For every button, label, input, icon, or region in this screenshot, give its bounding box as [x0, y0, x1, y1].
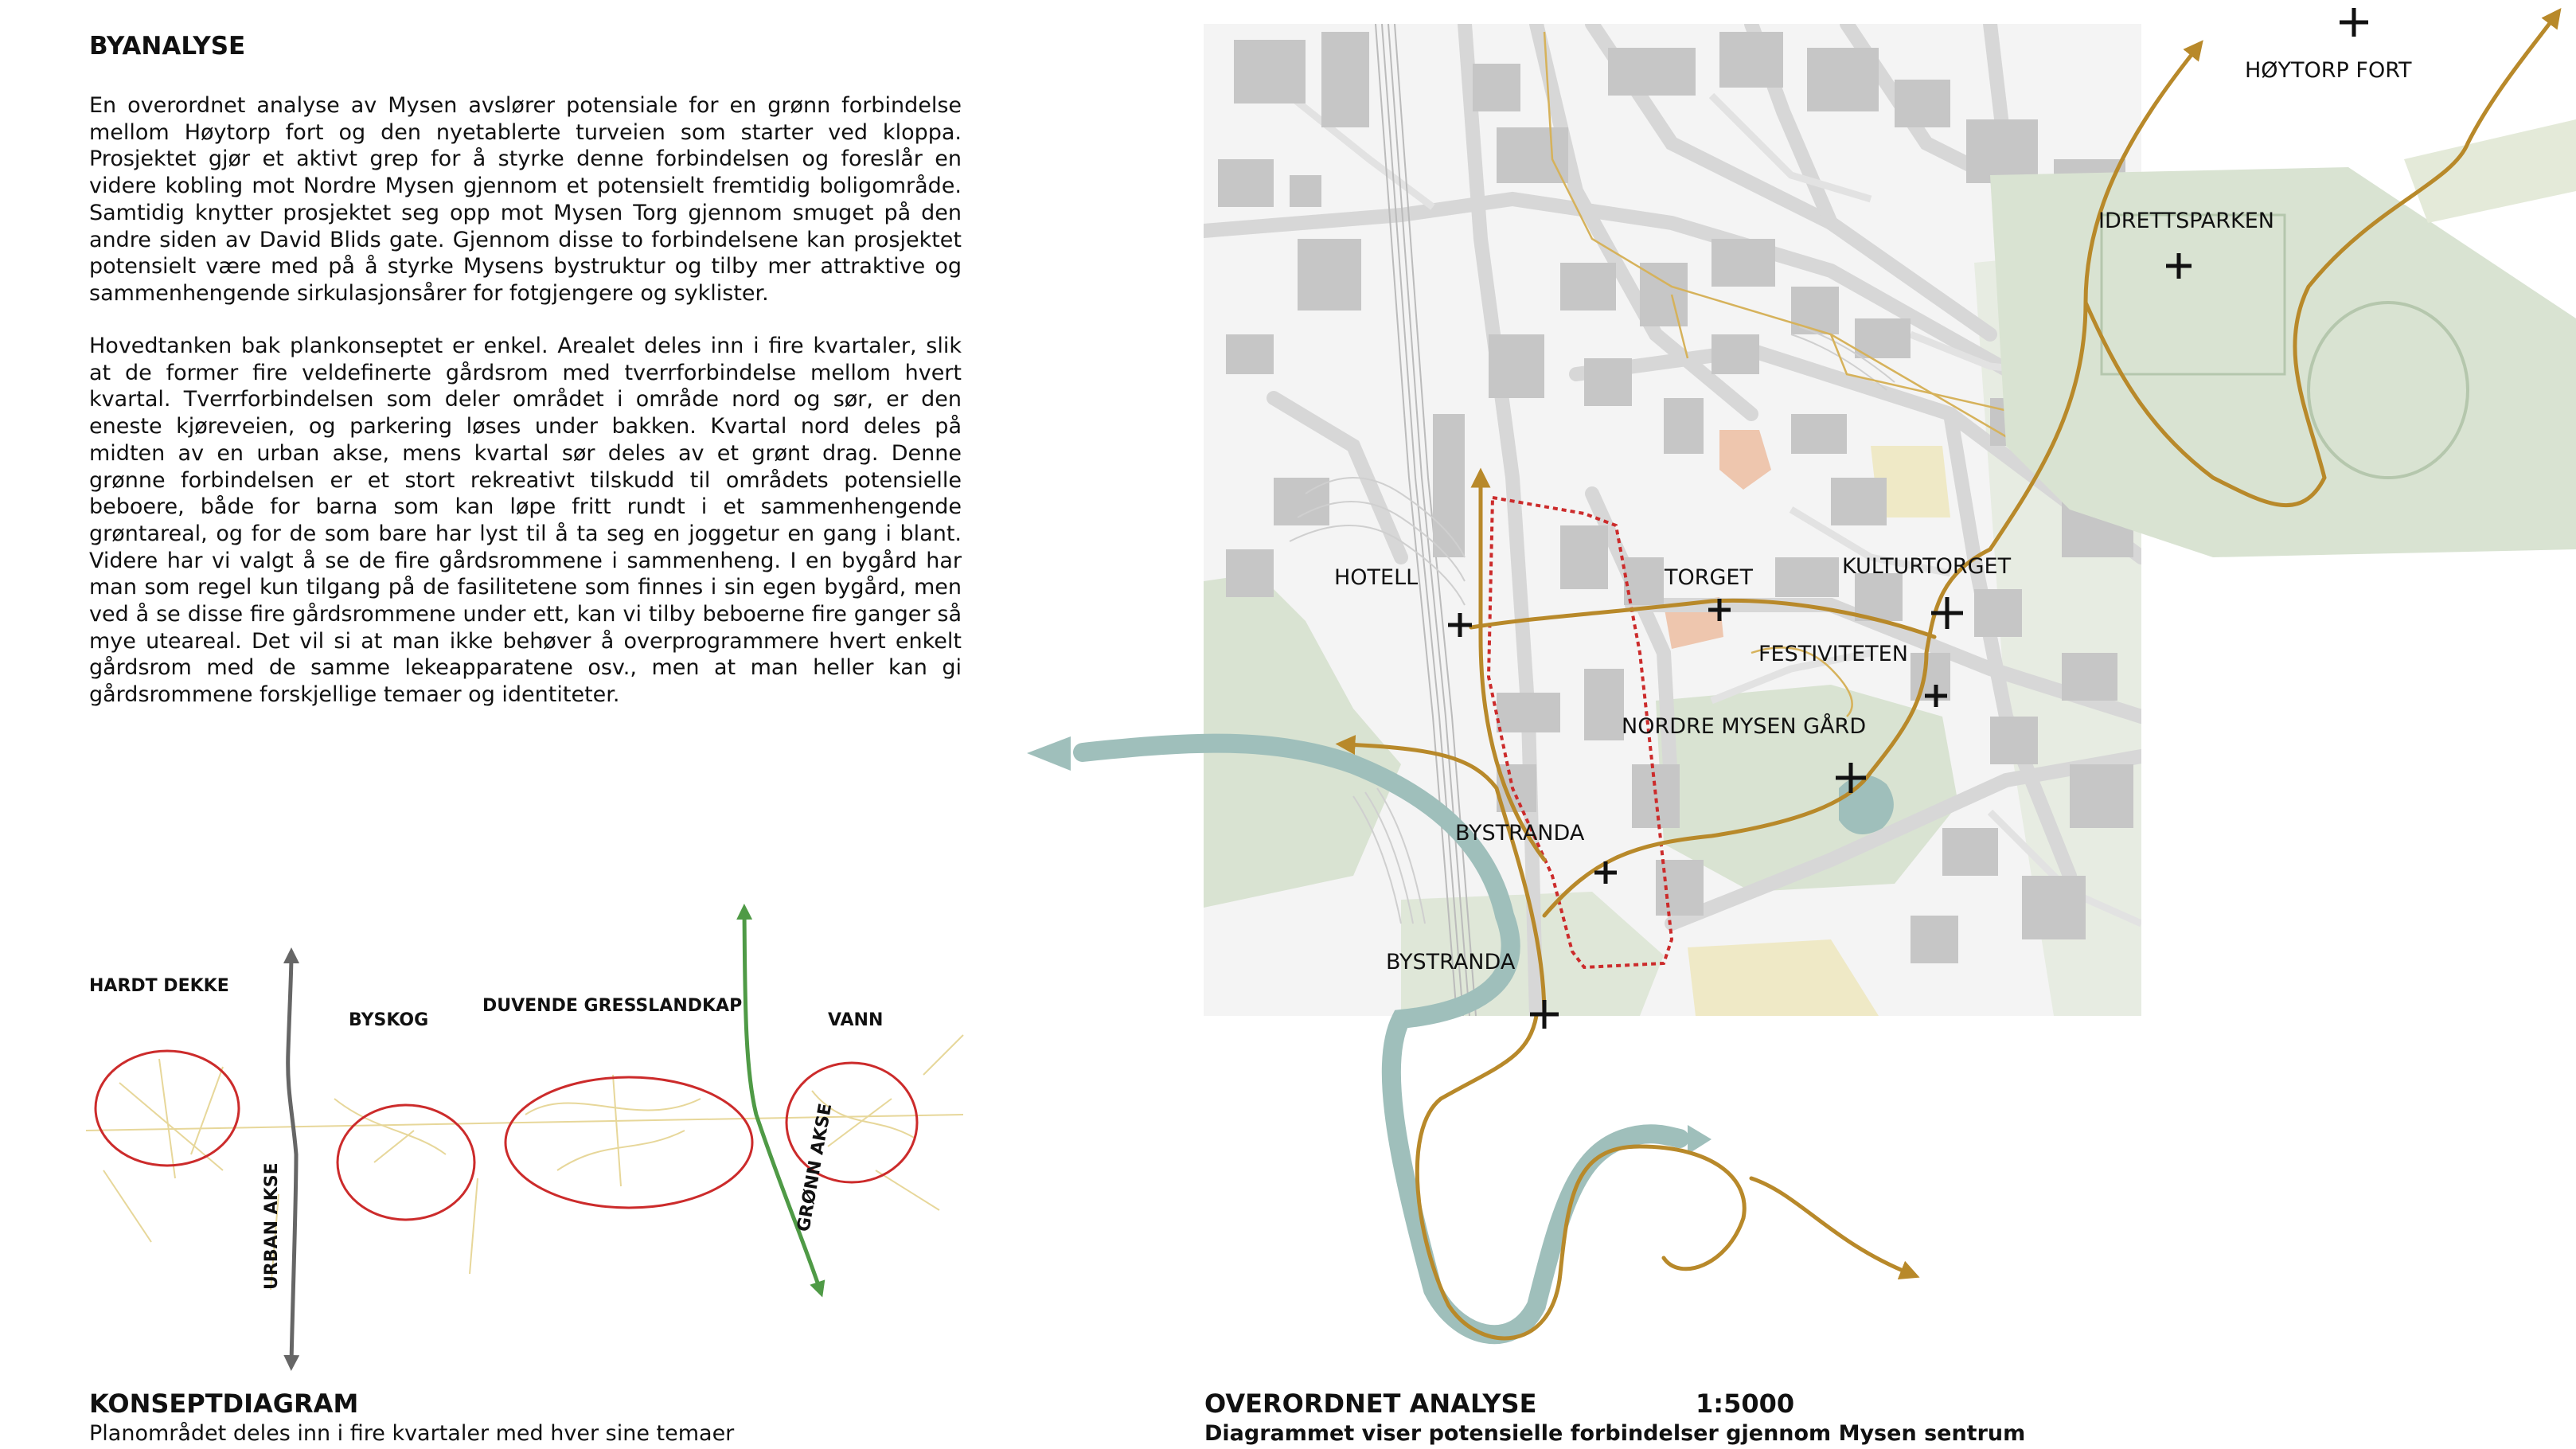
label-idrettsparken: IDRETTSPARKEN — [2098, 209, 2274, 233]
label-urban-akse: URBAN AKSE — [262, 1162, 282, 1290]
label-torget: TORGET — [1665, 565, 1753, 590]
analysis-title: OVERORDNET ANALYSE — [1204, 1388, 1537, 1419]
label-festiviteten: FESTIVITETEN — [1758, 642, 1908, 666]
byanalyse-paragraph-1: En overordnet analyse av Mysen avslører potensiale for en grønn forbindelse mellom Høytorp fort og den nyetablerte turveien som starter ved kloppa. Prosjektet gjør et aktivt grep for å styrke denne forbindelsen og foreslår en videre kobling mot Nordre Mysen gjennom et potensielt fremtidig boligområde. Samtidig knytter prosjektet seg opp mot Mysen Torg gjennom smuget på den andre siden av David Blids gate. Gjennom disse to forbindelsene kan prosjektet potensielt være med på å styrke Mysens bystruktur og tilby mer attraktive og sammenhengende sirkulasjonsårer for fotgjengere og syklister. — [89, 93, 962, 306]
node-hoytorp — [2340, 8, 2368, 37]
urban-axis — [288, 955, 296, 1363]
analysis-subtitle: Diagrammet viser potensielle forbindelser gjennom Mysen sentrum — [1204, 1421, 2026, 1446]
map-base — [1204, 24, 2141, 1016]
ellipse-byskog — [338, 1105, 474, 1220]
label-duvende: DUVENDE GRESSLANDKAP — [482, 996, 743, 1016]
connection-south-loop — [1417, 1016, 1744, 1338]
label-bystranda-1: BYSTRANDA — [1455, 821, 1585, 846]
analysis-scale: 1:5000 — [1696, 1388, 1795, 1419]
label-hardt-dekke: HARDT DEKKE — [89, 976, 229, 996]
river-arrow-west — [1027, 736, 1071, 771]
label-hotell: HOTELL — [1334, 565, 1419, 590]
byanalyse-paragraph-2: Hovedtanken bak plankonseptet er enkel. Arealet deles inn i fire kvartaler, slik at de former fire veldefinerte gårdsrom med tverrforbindelse mellom hvert kvartal. Tverrforbindelsen som deler området i område nord og sør, er den eneste kjøreveien, og parkering løses under bakken. Kvartal nord deles på midten av en urban akse, mens kvartal sør deles av et grønt drag. Denne grønne forbindelsen er et stort rekreativt tilskudd til områdets potensielle beboere, både for barna som kan løpe fritt rundt i et sammenhengende grøntareal, og for de som bare har lyst til å ta seg en joggetur en gang i blant. Videre har vi valgt å se de fire gårdsrommene i sammenheng. I en bygård har man som regel kun tilgang på de fasilitetene som finnes i sin egen bygård, men ved å se disse fire gårdsrommene under ett, kan vi tilby beboerne fire ganger så mye uteareal. Det vil si at man ikke behøver å overprogrammere hvert enkelt gårdsrom med de samme lekeapparatene osv., men at man heller kan gi gårdsrommene forskjellige temaer og identiteter. — [89, 334, 962, 708]
label-bystranda-2: BYSTRANDA — [1386, 950, 1516, 974]
konseptdiagram-title: KONSEPTDIAGRAM — [89, 1388, 359, 1419]
label-kulturtorget: KULTURTORGET — [1842, 554, 2012, 579]
ellipse-hardt — [96, 1051, 239, 1166]
label-hoytorp: HØYTORP FORT — [2245, 58, 2412, 83]
label-nordre: NORDRE MYSEN GÅRD — [1622, 714, 1867, 739]
ellipse-duvende — [505, 1077, 752, 1208]
label-byskog: BYSKOG — [349, 1010, 429, 1030]
connection-south-east — [1751, 1178, 1911, 1274]
river-arrow-east — [1688, 1125, 1711, 1154]
byanalyse-title: BYANALYSE — [89, 32, 246, 61]
label-gronn-akse: GRØNN AKSE — [794, 1102, 837, 1234]
label-vann: VANN — [828, 1010, 884, 1030]
konseptdiagram-subtitle: Planområdet deles inn i fire kvartaler med hver sine temaer — [89, 1421, 735, 1446]
